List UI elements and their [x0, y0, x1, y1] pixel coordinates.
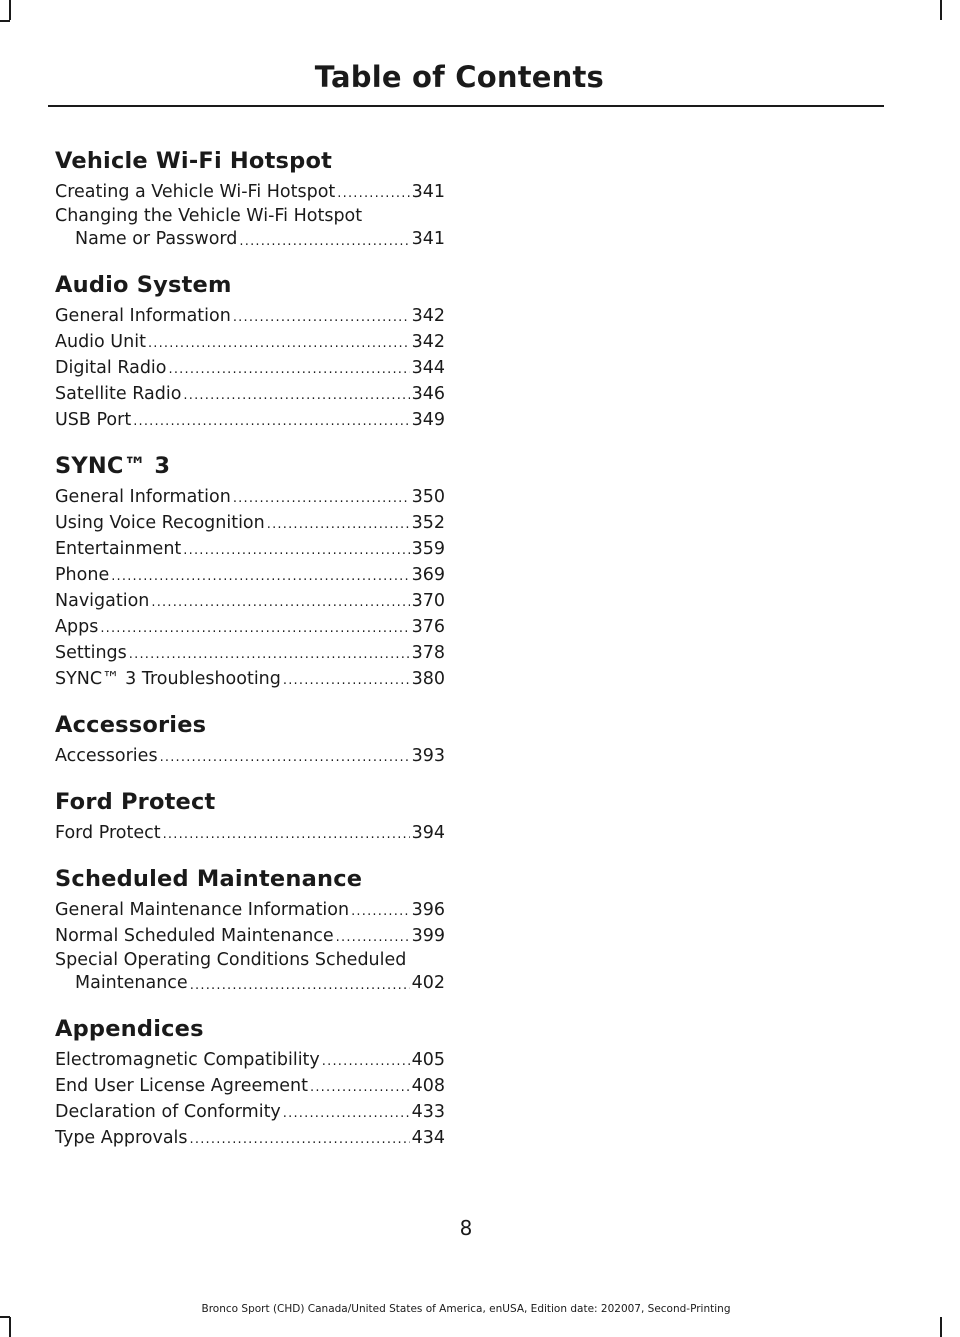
entry-page: 433	[411, 1102, 445, 1122]
entry-label: Ford Protect	[55, 823, 161, 843]
dot-leader	[322, 1047, 410, 1073]
entry-page: 342	[411, 332, 445, 352]
entry-page: 396	[411, 900, 445, 920]
toc-entry[interactable]	[55, 614, 445, 640]
entry-label: Entertainment	[55, 539, 182, 559]
entry-page: 346	[411, 384, 445, 404]
section-title: SYNC™ 3	[55, 453, 171, 479]
entry-page: 376	[411, 617, 445, 637]
crop-mark-bottom-right-v	[940, 1317, 942, 1337]
entry-label: Electromagnetic Compatibility	[55, 1050, 320, 1070]
entry-label: USB Port	[55, 410, 132, 430]
entry-label: General Maintenance Information	[55, 900, 350, 920]
toc-entry[interactable]	[55, 381, 445, 407]
dot-leader	[283, 1099, 410, 1125]
toc-entry[interactable]	[55, 1125, 445, 1151]
section-title: Vehicle Wi-Fi Hotspot	[55, 148, 333, 174]
crop-mark-top-left-h	[0, 20, 10, 22]
entry-label: SYNC™ 3 Troubleshooting	[55, 669, 281, 689]
toc-entry[interactable]	[55, 588, 445, 614]
toc-entry[interactable]	[55, 407, 445, 433]
dot-leader	[351, 897, 410, 923]
toc-entry[interactable]	[55, 1047, 445, 1073]
dot-leader	[111, 562, 409, 588]
toc-entry[interactable]	[55, 303, 445, 329]
entry-page: 359	[411, 539, 445, 559]
entry-page: 380	[411, 669, 445, 689]
entry-page: 405	[411, 1050, 445, 1070]
entry-label: Audio Unit	[55, 332, 146, 352]
entry-label: Satellite Radio	[55, 384, 182, 404]
dot-leader	[190, 1125, 410, 1151]
entry-page: 370	[411, 591, 445, 611]
entry-label: Using Voice Recognition	[55, 513, 265, 533]
dot-leader	[100, 614, 409, 640]
entry-page: 341	[411, 229, 445, 249]
toc-section	[55, 270, 445, 433]
dot-leader	[169, 355, 410, 381]
entry-label-continued: Maintenance	[75, 973, 188, 993]
dot-leader	[190, 971, 410, 996]
entry-label: General Information	[55, 487, 231, 507]
toc-entry[interactable]	[55, 1099, 445, 1125]
dot-leader	[151, 588, 409, 614]
dot-leader	[233, 303, 410, 329]
toc-entry[interactable]	[55, 179, 445, 205]
toc-entry[interactable]	[55, 562, 445, 588]
toc-entry[interactable]	[55, 923, 445, 949]
entry-page: 349	[411, 410, 445, 430]
crop-mark-bottom-left-v	[9, 1317, 11, 1337]
page-title: Table of Contents	[314, 60, 604, 94]
dot-leader	[183, 536, 409, 562]
section-title: Ford Protect	[55, 789, 216, 815]
entry-label: Special Operating Conditions Scheduled	[55, 950, 407, 970]
footer-edition: Bronco Sport (CHD) Canada/United States of America, enUSA, Edition date: 202007, Second-Printing	[201, 1303, 731, 1315]
dot-leader	[129, 640, 410, 666]
toc-section	[55, 710, 445, 769]
entry-page: 341	[411, 182, 445, 202]
entry-page: 402	[411, 973, 445, 993]
toc-section	[55, 1014, 445, 1151]
toc-entry[interactable]	[55, 1073, 445, 1099]
section-title: Audio System	[55, 272, 232, 298]
title-rule	[48, 105, 884, 107]
crop-mark-top-right-v	[940, 0, 942, 20]
toc-entry[interactable]	[55, 897, 445, 923]
entry-label: Settings	[55, 643, 127, 663]
dot-leader	[283, 666, 410, 692]
dot-leader	[239, 227, 409, 252]
entry-page: 344	[411, 358, 445, 378]
toc-entry[interactable]	[55, 743, 445, 769]
dot-leader	[148, 329, 410, 355]
entry-label: End User License Agreement	[55, 1076, 308, 1096]
dot-leader	[310, 1073, 410, 1099]
entry-label: Normal Scheduled Maintenance	[55, 926, 334, 946]
entry-page: 369	[411, 565, 445, 585]
toc-entry[interactable]	[55, 355, 445, 381]
section-title: Scheduled Maintenance	[55, 866, 363, 892]
toc-section	[55, 787, 445, 846]
entry-page: 342	[411, 306, 445, 326]
dot-leader	[133, 407, 409, 433]
entry-label: Creating a Vehicle Wi-Fi Hotspot	[55, 182, 336, 202]
toc-entry[interactable]	[55, 820, 445, 846]
entry-label: Accessories	[55, 746, 158, 766]
entry-page: 393	[411, 746, 445, 766]
toc-entry[interactable]	[55, 640, 445, 666]
section-title: Appendices	[55, 1016, 204, 1042]
entry-page: 434	[411, 1128, 445, 1148]
dot-leader	[267, 510, 410, 536]
entry-page: 408	[411, 1076, 445, 1096]
entry-page: 352	[411, 513, 445, 533]
entry-label: General Information	[55, 306, 231, 326]
dot-leader	[336, 923, 410, 949]
page-number: 8	[459, 1216, 473, 1240]
toc-entry[interactable]	[55, 536, 445, 562]
section-title: Accessories	[55, 712, 207, 738]
entry-label: Changing the Vehicle Wi-Fi Hotspot	[55, 206, 363, 226]
toc-entry[interactable]	[55, 666, 445, 692]
crop-mark-bottom-left-h	[0, 1316, 10, 1318]
toc-section	[55, 146, 445, 252]
entry-label: Navigation	[55, 591, 150, 611]
toc-list	[55, 146, 445, 1169]
entry-label: Type Approvals	[55, 1128, 188, 1148]
entry-page: 378	[411, 643, 445, 663]
toc-entry[interactable]	[55, 329, 445, 355]
entry-label-continued: Name or Password	[75, 229, 238, 249]
toc-section	[55, 864, 445, 996]
toc-entry[interactable]	[55, 205, 445, 252]
toc-entry[interactable]	[55, 510, 445, 536]
entry-page: 350	[411, 487, 445, 507]
entry-page: 394	[411, 823, 445, 843]
dot-leader	[183, 381, 409, 407]
toc-entry[interactable]	[55, 484, 445, 510]
entry-label: Apps	[55, 617, 99, 637]
entry-label: Phone	[55, 565, 110, 585]
crop-mark-top-left-v	[9, 0, 11, 20]
dot-leader	[163, 820, 410, 846]
dot-leader	[160, 743, 410, 769]
entry-label: Declaration of Conformity	[55, 1102, 281, 1122]
toc-entry[interactable]	[55, 949, 445, 996]
toc-section	[55, 451, 445, 692]
entry-page: 399	[411, 926, 445, 946]
entry-label: Digital Radio	[55, 358, 167, 378]
dot-leader	[337, 179, 409, 205]
dot-leader	[233, 484, 410, 510]
